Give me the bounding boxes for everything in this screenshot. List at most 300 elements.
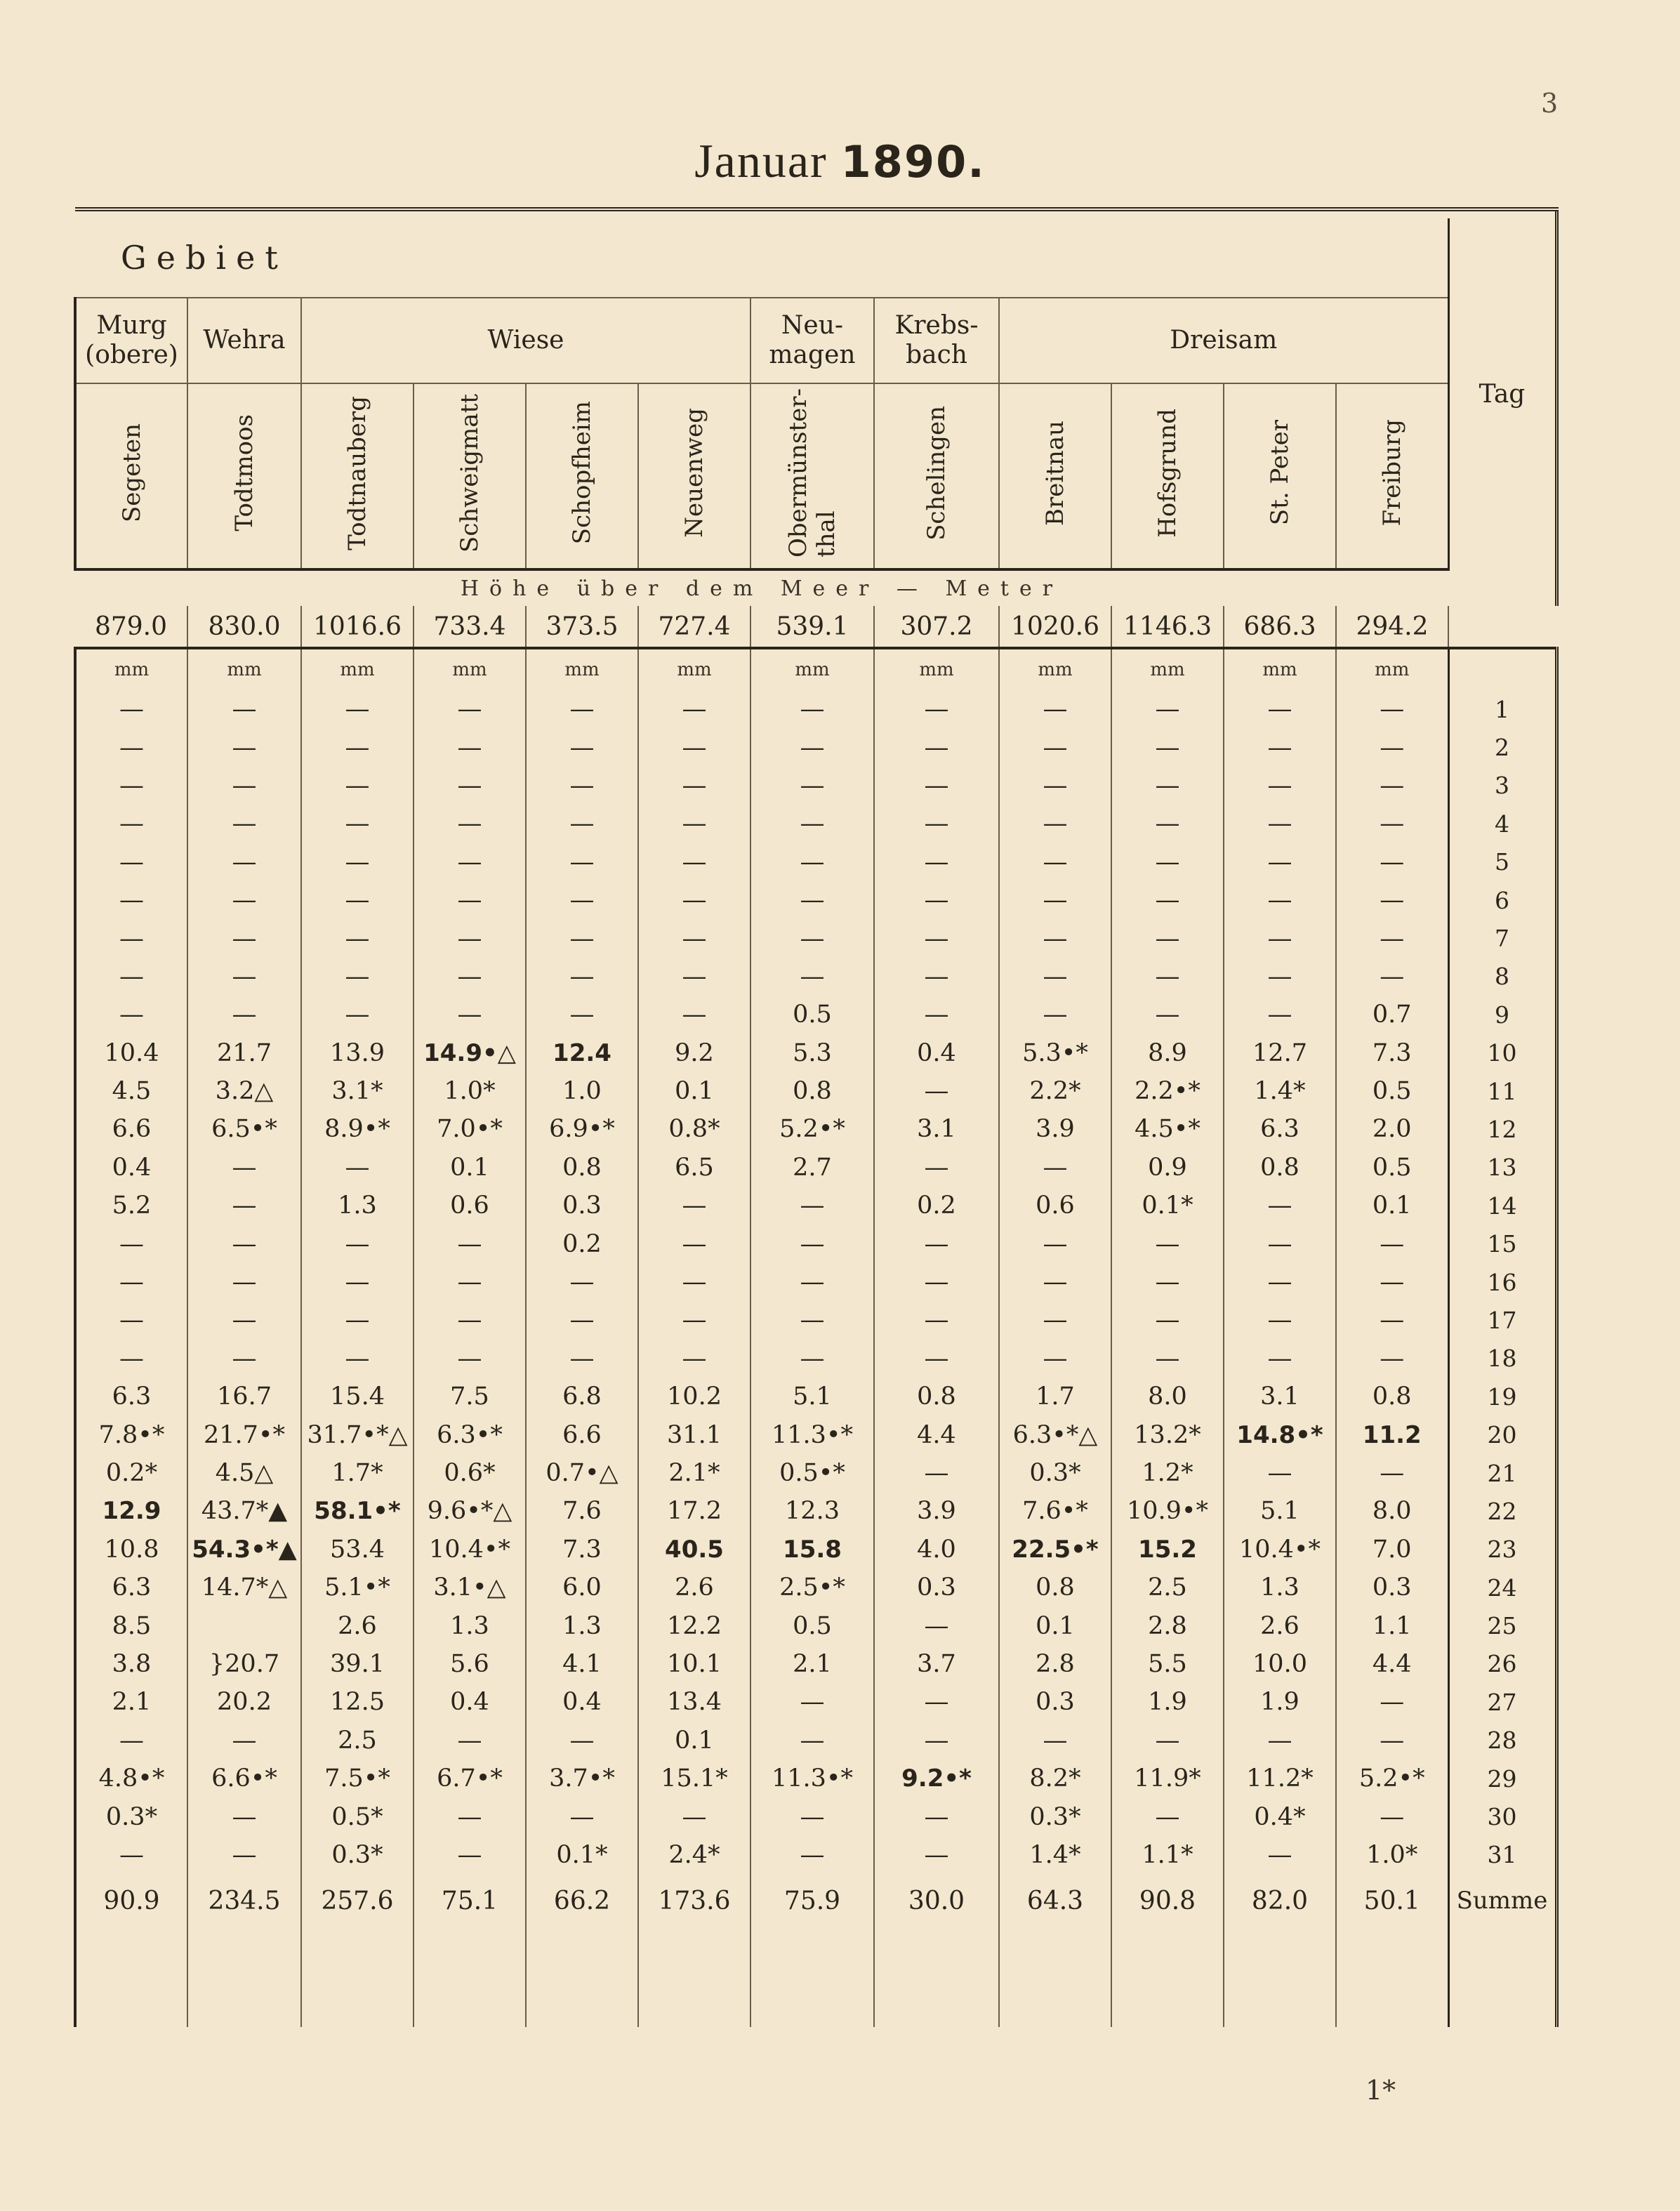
precipitation-cell: 7.6•* xyxy=(999,1492,1111,1530)
precipitation-cell: 0.6 xyxy=(414,1187,526,1225)
group-header: Wiese xyxy=(301,298,750,383)
precipitation-cell: — xyxy=(301,690,414,728)
precipitation-cell: — xyxy=(638,919,750,957)
precipitation-cell: 6.8 xyxy=(526,1378,638,1415)
precipitation-cell: 2.6 xyxy=(1224,1606,1336,1644)
precipitation-cell: — xyxy=(999,767,1111,805)
precipitation-cell: 0.4 xyxy=(414,1683,526,1721)
precipitation-cell: 0.5 xyxy=(1336,1149,1448,1187)
precipitation-cell: 6.0 xyxy=(526,1569,638,1606)
precipitation-cell: 2.0 xyxy=(1336,1110,1448,1148)
precipitation-cell: — xyxy=(75,881,187,919)
elevation-value: 733.4 xyxy=(414,606,526,648)
group-header: Wehra xyxy=(187,298,301,383)
precipitation-cell: 13.2* xyxy=(1111,1415,1224,1453)
precipitation-cell: 6.3 xyxy=(75,1378,187,1415)
table-row xyxy=(75,1760,1556,1797)
precipitation-cell: — xyxy=(187,1149,301,1187)
precipitation-cell: — xyxy=(750,1722,874,1760)
station-name: Schelingen xyxy=(922,405,951,541)
precipitation-cell: 54.3•*▲ xyxy=(187,1531,301,1569)
station-header xyxy=(1111,383,1224,569)
day-number: 2 xyxy=(1448,728,1556,766)
precipitation-cell: — xyxy=(874,881,999,919)
precipitation-cell: — xyxy=(301,1340,414,1378)
precipitation-cell: — xyxy=(638,1225,750,1262)
column-tail xyxy=(1111,1943,1224,2027)
precipitation-cell: — xyxy=(1336,1797,1448,1835)
unit-label: mm xyxy=(1224,648,1336,690)
precipitation-cell: — xyxy=(414,805,526,843)
precipitation-cell: 20.2 xyxy=(187,1683,301,1721)
column-tail xyxy=(1448,1943,1556,2027)
precipitation-cell: 5.1 xyxy=(750,1378,874,1415)
precipitation-cell: — xyxy=(750,728,874,766)
precipitation-cell: 6.9•* xyxy=(526,1110,638,1148)
table-row xyxy=(75,805,1556,843)
precipitation-cell: — xyxy=(301,1149,414,1187)
precipitation-cell: — xyxy=(526,996,638,1034)
elevation-value: 294.2 xyxy=(1336,606,1448,648)
precipitation-cell: — xyxy=(187,996,301,1034)
precipitation-cell: — xyxy=(187,1301,301,1339)
precipitation-cell: 7.8•* xyxy=(75,1415,187,1453)
table-row xyxy=(75,1110,1556,1148)
precipitation-cell: — xyxy=(75,1722,187,1760)
table-row xyxy=(75,843,1556,881)
precipitation-cell: 0.2 xyxy=(874,1187,999,1225)
precipitation-cell: 0.3* xyxy=(301,1836,414,1874)
precipitation-cell: — xyxy=(999,996,1111,1034)
precipitation-cell: — xyxy=(75,996,187,1034)
precipitation-cell: — xyxy=(638,690,750,728)
precipitation-cell: 14.8•* xyxy=(1224,1415,1336,1453)
precipitation-cell: 22.5•* xyxy=(999,1531,1111,1569)
table-row xyxy=(75,1569,1556,1606)
precipitation-cell: 0.6 xyxy=(999,1187,1111,1225)
precipitation-cell: 0.3* xyxy=(999,1797,1111,1835)
precipitation-cell: — xyxy=(999,1263,1111,1301)
elevation-value: 830.0 xyxy=(187,606,301,648)
precipitation-cell: }20.7 xyxy=(187,1645,301,1683)
precipitation-cell: 2.5•* xyxy=(750,1569,874,1606)
station-name: Schweigmatt xyxy=(456,393,484,553)
table-row xyxy=(75,1531,1556,1569)
precipitation-cell: 3.2△ xyxy=(187,1072,301,1110)
group-header: Krebs- bach xyxy=(874,298,999,383)
precipitation-cell: — xyxy=(999,1225,1111,1262)
precipitation-cell: — xyxy=(1224,996,1336,1034)
unit-label: mm xyxy=(414,648,526,690)
day-number: 3 xyxy=(1448,767,1556,805)
precipitation-cell: 3.7•* xyxy=(526,1760,638,1797)
precipitation-cell: 6.3•*△ xyxy=(999,1415,1111,1453)
precipitation-cell: 5.2•* xyxy=(1336,1760,1448,1797)
precipitation-cell: — xyxy=(1224,1187,1336,1225)
precipitation-cell: 7.0•* xyxy=(414,1110,526,1148)
precipitation-cell: — xyxy=(874,728,999,766)
precipitation-cell: — xyxy=(874,1722,999,1760)
precipitation-cell: 11.9* xyxy=(1111,1760,1224,1797)
precipitation-cell: — xyxy=(1224,1263,1336,1301)
precipitation-cell: 7.0 xyxy=(1336,1531,1448,1569)
precipitation-cell: — xyxy=(750,1836,874,1874)
precipitation-cell: — xyxy=(187,728,301,766)
precipitation-cell: — xyxy=(638,881,750,919)
precipitation-cell: — xyxy=(187,958,301,996)
table-row xyxy=(75,1836,1556,1874)
station-header xyxy=(414,383,526,569)
precipitation-cell: 2.6 xyxy=(638,1569,750,1606)
unit-label: mm xyxy=(301,648,414,690)
station-name: St. Peter xyxy=(1266,420,1294,526)
precipitation-cell: 0.5* xyxy=(301,1797,414,1835)
precipitation-cell: — xyxy=(1111,1340,1224,1378)
precipitation-cell: 11.2 xyxy=(1336,1415,1448,1453)
precipitation-cell: — xyxy=(750,1301,874,1339)
precipitation-cell: — xyxy=(526,1797,638,1835)
precipitation-cell: — xyxy=(999,881,1111,919)
table-row xyxy=(75,1492,1556,1530)
day-number: 16 xyxy=(1448,1263,1556,1301)
precipitation-cell: — xyxy=(999,728,1111,766)
day-number: 25 xyxy=(1448,1606,1556,1644)
sum-value: 234.5 xyxy=(187,1874,301,1943)
precipitation-cell: 12.2 xyxy=(638,1606,750,1644)
precipitation-cell: — xyxy=(1224,919,1336,957)
precipitation-cell: — xyxy=(999,690,1111,728)
precipitation-cell: 4.8•* xyxy=(75,1760,187,1797)
precipitation-cell: — xyxy=(1336,919,1448,957)
precipitation-cell: 8.9•* xyxy=(301,1110,414,1148)
precipitation-cell: — xyxy=(1111,996,1224,1034)
precipitation-cell: — xyxy=(1111,728,1224,766)
precipitation-cell: — xyxy=(1336,728,1448,766)
sum-value: 173.6 xyxy=(638,1874,750,1943)
column-tail xyxy=(1336,1943,1448,2027)
precipitation-cell: — xyxy=(1111,767,1224,805)
precipitation-cell: — xyxy=(1336,1454,1448,1492)
precipitation-cell: 1.3 xyxy=(414,1606,526,1644)
station-header xyxy=(75,383,187,569)
precipitation-cell: — xyxy=(1336,1340,1448,1378)
precipitation-cell: — xyxy=(874,919,999,957)
precipitation-cell: — xyxy=(999,919,1111,957)
precipitation-cell: 0.2 xyxy=(526,1225,638,1262)
precipitation-cell: — xyxy=(750,881,874,919)
station-header xyxy=(999,383,1111,569)
precipitation-cell: 1.0* xyxy=(414,1072,526,1110)
precipitation-cell: 12.7 xyxy=(1224,1034,1336,1072)
precipitation-cell: 1.0* xyxy=(1336,1836,1448,1874)
day-number: 8 xyxy=(1448,958,1556,996)
precipitation-cell: 12.9 xyxy=(75,1492,187,1530)
precipitation-cell: 31.1 xyxy=(638,1415,750,1453)
precipitation-cell: — xyxy=(75,1301,187,1339)
precipitation-table xyxy=(74,207,1559,2027)
precipitation-cell: — xyxy=(874,690,999,728)
precipitation-cell: 14.9•△ xyxy=(414,1034,526,1072)
table-row xyxy=(75,1797,1556,1835)
precipitation-cell: 10.8 xyxy=(75,1531,187,1569)
precipitation-cell: — xyxy=(75,767,187,805)
precipitation-cell: 7.3 xyxy=(526,1531,638,1569)
precipitation-cell: 10.2 xyxy=(638,1378,750,1415)
precipitation-cell: 1.9 xyxy=(1111,1683,1224,1721)
precipitation-cell: — xyxy=(638,843,750,881)
sum-value: 75.9 xyxy=(750,1874,874,1943)
precipitation-cell: — xyxy=(187,690,301,728)
precipitation-cell: 8.0 xyxy=(1111,1378,1224,1415)
precipitation-cell: 10.4•* xyxy=(1224,1531,1336,1569)
group-header: Neu- magen xyxy=(750,298,874,383)
page-number: 3 xyxy=(1541,88,1559,119)
precipitation-cell: — xyxy=(301,996,414,1034)
precipitation-cell: 0.1 xyxy=(638,1722,750,1760)
precipitation-cell: — xyxy=(526,767,638,805)
sum-value: 75.1 xyxy=(414,1874,526,1943)
sum-label: Summe xyxy=(1448,1874,1556,1943)
table-row xyxy=(75,958,1556,996)
precipitation-cell: — xyxy=(1111,1263,1224,1301)
sum-value: 82.0 xyxy=(1224,1874,1336,1943)
precipitation-cell: 0.4 xyxy=(75,1149,187,1187)
precipitation-cell: 10.9•* xyxy=(1111,1492,1224,1530)
station-name: Todtmoos xyxy=(230,414,258,532)
precipitation-cell: — xyxy=(187,1340,301,1378)
precipitation-cell: 4.5△ xyxy=(187,1454,301,1492)
precipitation-cell: 12.3 xyxy=(750,1492,874,1530)
precipitation-cell: — xyxy=(1224,1836,1336,1874)
precipitation-cell: — xyxy=(750,1263,874,1301)
precipitation-cell: 6.6 xyxy=(75,1110,187,1148)
precipitation-cell: 10.4•* xyxy=(414,1531,526,1569)
precipitation-cell: 0.1 xyxy=(999,1606,1111,1644)
precipitation-cell: — xyxy=(874,1340,999,1378)
elevation-value: 1016.6 xyxy=(301,606,414,648)
precipitation-cell: — xyxy=(414,1340,526,1378)
precipitation-cell: 10.0 xyxy=(1224,1645,1336,1683)
precipitation-cell: 2.2* xyxy=(999,1072,1111,1110)
precipitation-cell: 5.3•* xyxy=(999,1034,1111,1072)
table-row xyxy=(75,1225,1556,1262)
precipitation-cell: 0.3 xyxy=(874,1569,999,1606)
precipitation-cell: — xyxy=(638,805,750,843)
elevation-value: 307.2 xyxy=(874,606,999,648)
precipitation-cell: 6.5 xyxy=(638,1149,750,1187)
precipitation-cell: — xyxy=(526,1263,638,1301)
precipitation-cell: 10.1 xyxy=(638,1645,750,1683)
precipitation-cell: — xyxy=(1336,1301,1448,1339)
precipitation-cell: — xyxy=(526,690,638,728)
precipitation-cell: — xyxy=(1336,881,1448,919)
column-tail xyxy=(414,1943,526,2027)
precipitation-cell: — xyxy=(526,1722,638,1760)
precipitation-cell: — xyxy=(1111,1301,1224,1339)
precipitation-cell: 6.3 xyxy=(1224,1110,1336,1148)
elevation-value: 373.5 xyxy=(526,606,638,648)
precipitation-cell: 5.1•* xyxy=(301,1569,414,1606)
table-row xyxy=(75,996,1556,1034)
precipitation-cell: 15.8 xyxy=(750,1531,874,1569)
precipitation-cell: — xyxy=(187,1263,301,1301)
precipitation-cell: 4.5•* xyxy=(1111,1110,1224,1148)
elevation-tag-cell xyxy=(1448,606,1556,648)
title-month: Januar xyxy=(694,134,828,187)
precipitation-cell: 3.9 xyxy=(874,1492,999,1530)
precipitation-cell: — xyxy=(414,1722,526,1760)
day-number: 22 xyxy=(1448,1492,1556,1530)
precipitation-cell: 3.1•△ xyxy=(414,1569,526,1606)
day-number: 19 xyxy=(1448,1378,1556,1415)
column-tail xyxy=(526,1943,638,2027)
precipitation-cell xyxy=(187,1606,301,1644)
precipitation-cell: — xyxy=(301,1301,414,1339)
day-number: 29 xyxy=(1448,1760,1556,1797)
precipitation-cell: — xyxy=(1224,690,1336,728)
precipitation-cell: — xyxy=(874,1797,999,1835)
station-name: Todtnauberg xyxy=(343,395,371,550)
precipitation-cell: — xyxy=(187,1836,301,1874)
precipitation-cell: 11.2* xyxy=(1224,1760,1336,1797)
station-header xyxy=(638,383,750,569)
precipitation-cell: — xyxy=(1336,767,1448,805)
precipitation-cell: 8.5 xyxy=(75,1606,187,1644)
precipitation-cell: 15.1* xyxy=(638,1760,750,1797)
precipitation-cell: — xyxy=(75,690,187,728)
precipitation-cell: 5.2•* xyxy=(750,1110,874,1148)
precipitation-cell: — xyxy=(1224,805,1336,843)
precipitation-cell: 0.8 xyxy=(874,1378,999,1415)
precipitation-cell: 0.3 xyxy=(1336,1569,1448,1606)
precipitation-cell: 15.2 xyxy=(1111,1531,1224,1569)
column-tail xyxy=(1224,1943,1336,2027)
station-name: Segeten xyxy=(117,423,146,522)
precipitation-cell: 6.7•* xyxy=(414,1760,526,1797)
precipitation-cell: — xyxy=(526,843,638,881)
precipitation-cell: — xyxy=(75,1225,187,1262)
precipitation-cell: 1.1 xyxy=(1336,1606,1448,1644)
precipitation-cell: — xyxy=(301,843,414,881)
precipitation-cell: — xyxy=(1111,919,1224,957)
precipitation-cell: 43.7*▲ xyxy=(187,1492,301,1530)
precipitation-cell: 4.0 xyxy=(874,1531,999,1569)
day-number: 6 xyxy=(1448,881,1556,919)
station-header xyxy=(301,383,414,569)
precipitation-cell: — xyxy=(414,1225,526,1262)
precipitation-cell: — xyxy=(526,728,638,766)
precipitation-cell: — xyxy=(1336,1722,1448,1760)
precipitation-cell: 0.1 xyxy=(414,1149,526,1187)
precipitation-cell: 9.6•*△ xyxy=(414,1492,526,1530)
precipitation-cell: — xyxy=(414,1797,526,1835)
precipitation-cell: 8.9 xyxy=(1111,1034,1224,1072)
precipitation-cell: 0.1 xyxy=(1336,1187,1448,1225)
precipitation-cell: — xyxy=(638,1187,750,1225)
precipitation-cell: — xyxy=(526,881,638,919)
precipitation-cell: — xyxy=(414,1301,526,1339)
precipitation-cell: — xyxy=(874,1683,999,1721)
precipitation-cell: — xyxy=(750,767,874,805)
precipitation-cell: — xyxy=(1336,1225,1448,1262)
precipitation-cell: 1.4* xyxy=(999,1836,1111,1874)
precipitation-cell: 15.4 xyxy=(301,1378,414,1415)
day-number: 9 xyxy=(1448,996,1556,1034)
precipitation-cell: 40.5 xyxy=(638,1531,750,1569)
sum-value: 50.1 xyxy=(1336,1874,1448,1943)
precipitation-cell: 3.8 xyxy=(75,1645,187,1683)
precipitation-cell: — xyxy=(750,805,874,843)
sum-value: 30.0 xyxy=(874,1874,999,1943)
precipitation-cell: 0.8 xyxy=(1224,1149,1336,1187)
precipitation-cell: 2.1 xyxy=(75,1683,187,1721)
precipitation-cell: — xyxy=(638,1797,750,1835)
precipitation-cell: 39.1 xyxy=(301,1645,414,1683)
precipitation-cell: — xyxy=(1336,843,1448,881)
precipitation-cell: 13.4 xyxy=(638,1683,750,1721)
unit-label: mm xyxy=(999,648,1111,690)
precipitation-cell: 6.3 xyxy=(75,1569,187,1606)
group-header: Murg (obere) xyxy=(75,298,187,383)
unit-label: mm xyxy=(526,648,638,690)
precipitation-cell: — xyxy=(750,919,874,957)
day-number: 15 xyxy=(1448,1225,1556,1262)
precipitation-cell: 9.2•* xyxy=(874,1760,999,1797)
precipitation-cell: — xyxy=(1336,1263,1448,1301)
precipitation-cell: 1.7* xyxy=(301,1454,414,1492)
precipitation-cell: 17.2 xyxy=(638,1492,750,1530)
column-tail xyxy=(999,1943,1111,2027)
precipitation-cell: 13.9 xyxy=(301,1034,414,1072)
precipitation-cell: — xyxy=(1224,1301,1336,1339)
precipitation-cell: — xyxy=(187,1187,301,1225)
precipitation-cell: 1.4* xyxy=(1224,1072,1336,1110)
precipitation-cell: 0.8 xyxy=(999,1569,1111,1606)
precipitation-cell: — xyxy=(1224,1454,1336,1492)
precipitation-cell: — xyxy=(301,919,414,957)
precipitation-cell: 4.1 xyxy=(526,1645,638,1683)
precipitation-cell: — xyxy=(1224,767,1336,805)
table-row xyxy=(75,1454,1556,1492)
precipitation-cell: 2.8 xyxy=(999,1645,1111,1683)
table-row xyxy=(75,1683,1556,1721)
day-number: 27 xyxy=(1448,1683,1556,1721)
station-header xyxy=(526,383,638,569)
title-year: 1890. xyxy=(840,136,986,187)
day-number: 28 xyxy=(1448,1722,1556,1760)
precipitation-cell: — xyxy=(75,843,187,881)
precipitation-cell: — xyxy=(414,1836,526,1874)
table-row xyxy=(75,1072,1556,1110)
precipitation-cell: — xyxy=(1111,1225,1224,1262)
unit-label: mm xyxy=(874,648,999,690)
precipitation-cell: 0.8 xyxy=(750,1072,874,1110)
column-tail xyxy=(75,1943,187,2027)
column-tail xyxy=(638,1943,750,2027)
precipitation-cell: — xyxy=(414,996,526,1034)
day-number: 30 xyxy=(1448,1797,1556,1835)
day-number: 17 xyxy=(1448,1301,1556,1339)
precipitation-cell: 0.8 xyxy=(526,1149,638,1187)
precipitation-cell: — xyxy=(414,728,526,766)
precipitation-cell: — xyxy=(1111,958,1224,996)
precipitation-cell: 2.4* xyxy=(638,1836,750,1874)
unit-tag-cell xyxy=(1448,648,1556,690)
precipitation-cell: — xyxy=(638,1301,750,1339)
precipitation-cell: 2.1* xyxy=(638,1454,750,1492)
precipitation-cell: — xyxy=(874,805,999,843)
precipitation-cell: — xyxy=(750,1187,874,1225)
